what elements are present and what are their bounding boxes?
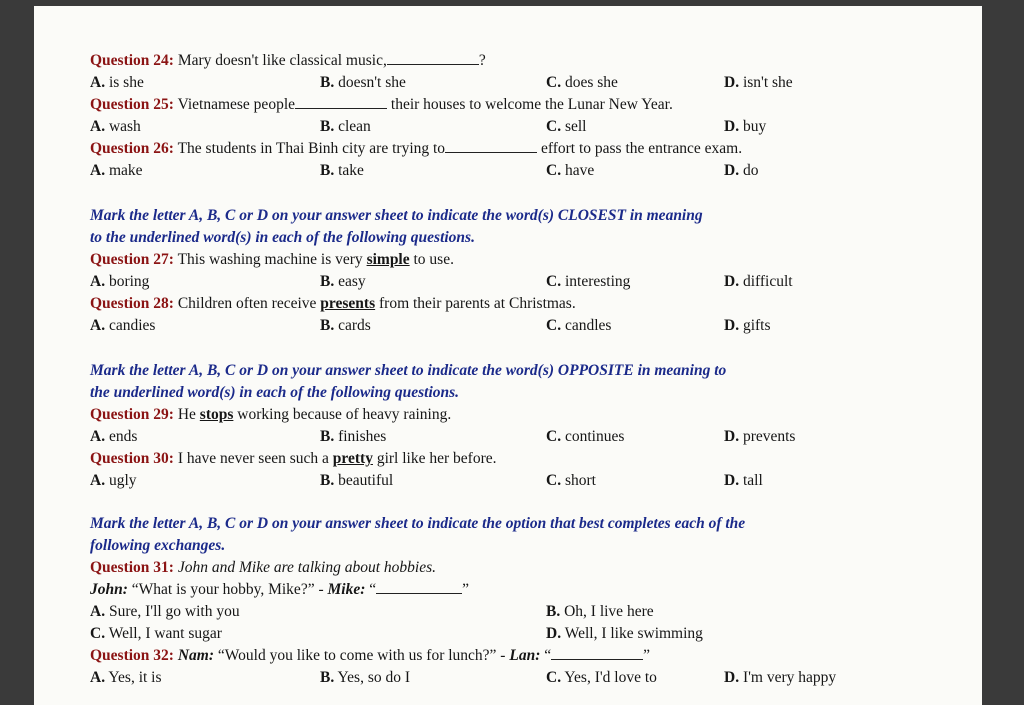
options-30 [90, 470, 930, 492]
options-32 [90, 667, 930, 689]
question-29 [90, 404, 930, 426]
option-d[interactable]: D. I'm very happy [724, 669, 837, 686]
question-end: working because of heavy raining. [237, 406, 452, 423]
question-end: girl like her before. [376, 450, 497, 467]
directions-closest-line-1: Mark the letter A, B, C or D on your answer sheet to indicate the word(s) CLOSEST in meaning [90, 207, 703, 224]
underlined-word: simple [366, 251, 410, 268]
option-b[interactable]: B. cards [320, 317, 371, 334]
directions-opposite-line-1: Mark the letter A, B, C or D on your answer sheet to indicate the word(s) OPPOSITE in meaning to [90, 362, 727, 379]
question-label: Question 25: [90, 96, 174, 113]
answer-blank [376, 579, 462, 594]
section-opposite [90, 360, 930, 492]
section-exchanges [90, 513, 930, 689]
question-text: Children often receive [177, 295, 317, 312]
speaker-lan: Lan: [509, 647, 541, 664]
option-d[interactable]: D. gifts [724, 317, 771, 334]
options-24 [90, 72, 930, 94]
dialogue-line: “What is your hobby, Mike?” - [131, 581, 328, 598]
question-text: Vietnamese people [177, 96, 296, 113]
option-a[interactable]: A. boring [90, 273, 150, 290]
option-c[interactable]: C. interesting [546, 273, 631, 290]
question-text: He [177, 406, 196, 423]
question-label: Question 24: [90, 52, 174, 69]
option-c[interactable]: C. Well, I want sugar [90, 625, 222, 642]
close-quote: ” [462, 581, 470, 598]
question-26 [90, 138, 930, 160]
question-end: from their parents at Christmas. [379, 295, 576, 312]
question-text: This washing machine is very [177, 251, 363, 268]
question-text: John and Mike are talking about hobbies. [177, 559, 436, 576]
question-label: Question 30: [90, 450, 174, 467]
option-b[interactable]: B. take [320, 162, 364, 179]
option-d[interactable]: D. buy [724, 118, 767, 135]
question-label: Question 26: [90, 140, 174, 157]
question-end: their houses to welcome the Lunar New Year. [390, 96, 673, 113]
question-label: Question 32: [90, 647, 174, 664]
open-quote: “ [544, 647, 552, 664]
question-text: Mary doesn't like classical music, [177, 52, 387, 69]
dialogue-31 [90, 579, 930, 601]
option-d[interactable]: D. isn't she [724, 74, 793, 91]
option-b[interactable]: B. clean [320, 118, 371, 135]
question-label: Question 29: [90, 406, 174, 423]
option-c[interactable]: C. continues [546, 428, 625, 445]
option-b[interactable]: B. finishes [320, 428, 387, 445]
question-30 [90, 448, 930, 470]
directions-closest-line-2: to the underlined word(s) in each of the following questions. [90, 229, 475, 246]
options-31-row-1 [90, 601, 930, 623]
question-24 [90, 50, 930, 72]
question-28 [90, 293, 930, 315]
open-quote: “ [369, 581, 377, 598]
question-text: The students in Thai Binh city are trying to [177, 140, 446, 157]
options-25 [90, 116, 930, 138]
option-a[interactable]: A. Sure, I'll go with you [90, 603, 240, 620]
options-27 [90, 271, 930, 293]
option-a[interactable]: A. Yes, it is [90, 669, 162, 686]
underlined-word: presents [320, 295, 376, 312]
underlined-word: stops [199, 406, 234, 423]
option-d[interactable]: D. do [724, 162, 759, 179]
options-31-row-2 [90, 623, 930, 645]
question-label: Question 27: [90, 251, 174, 268]
question-31 [90, 557, 930, 579]
option-b[interactable]: B. Oh, I live here [546, 603, 654, 620]
option-d[interactable]: D. difficult [724, 273, 793, 290]
question-25 [90, 94, 930, 116]
option-a[interactable]: A. ends [90, 428, 138, 445]
option-a[interactable]: A. make [90, 162, 143, 179]
speaker-nam: Nam: [177, 647, 215, 664]
option-b[interactable]: B. doesn't she [320, 74, 406, 91]
question-label: Question 31: [90, 559, 174, 576]
answer-blank [295, 94, 387, 109]
option-c[interactable]: C. does she [546, 74, 618, 91]
directions-exchanges-line-2: following exchanges. [90, 537, 226, 554]
options-29 [90, 426, 930, 448]
option-c[interactable]: C. Yes, I'd love to [546, 669, 657, 686]
option-c[interactable]: C. candles [546, 317, 612, 334]
speaker-john: John: [90, 581, 128, 598]
question-text: I have never seen such a [177, 450, 329, 467]
option-a[interactable]: A. is she [90, 74, 144, 91]
question-label: Question 28: [90, 295, 174, 312]
question-27 [90, 249, 930, 271]
directions-opposite-line-2: the underlined word(s) in each of the following questions. [90, 384, 460, 401]
option-b[interactable]: B. easy [320, 273, 366, 290]
question-end: ? [478, 52, 486, 69]
option-d[interactable]: D. prevents [724, 428, 796, 445]
answer-blank [551, 645, 643, 660]
option-c[interactable]: C. have [546, 162, 595, 179]
option-d[interactable]: D. Well, I like swimming [546, 625, 703, 642]
option-b[interactable]: B. Yes, so do I [320, 669, 411, 686]
underlined-word: pretty [332, 450, 373, 467]
question-end: to use. [413, 251, 454, 268]
answer-blank [387, 50, 479, 65]
speaker-mike: Mike: [327, 581, 366, 598]
section-grammar [90, 50, 930, 182]
directions-exchanges-line-1: Mark the letter A, B, C or D on your answer sheet to indicate the option that best completes each of the [90, 515, 746, 532]
section-closest [90, 205, 930, 337]
option-a[interactable]: A. candies [90, 317, 156, 334]
option-a[interactable]: A. ugly [90, 472, 137, 489]
option-b[interactable]: B. beautiful [320, 472, 394, 489]
answer-blank [445, 138, 537, 153]
question-32 [90, 645, 930, 667]
options-28 [90, 315, 930, 337]
dialogue-line: “Would you like to come with us for lunch?” - [217, 647, 510, 664]
question-end: effort to pass the entrance exam. [540, 140, 743, 157]
close-quote: ” [643, 647, 651, 664]
option-c[interactable]: C. short [546, 472, 596, 489]
option-d[interactable]: D. tall [724, 472, 763, 489]
option-c[interactable]: C. sell [546, 118, 587, 135]
option-a[interactable]: A. wash [90, 118, 141, 135]
options-26 [90, 160, 930, 182]
